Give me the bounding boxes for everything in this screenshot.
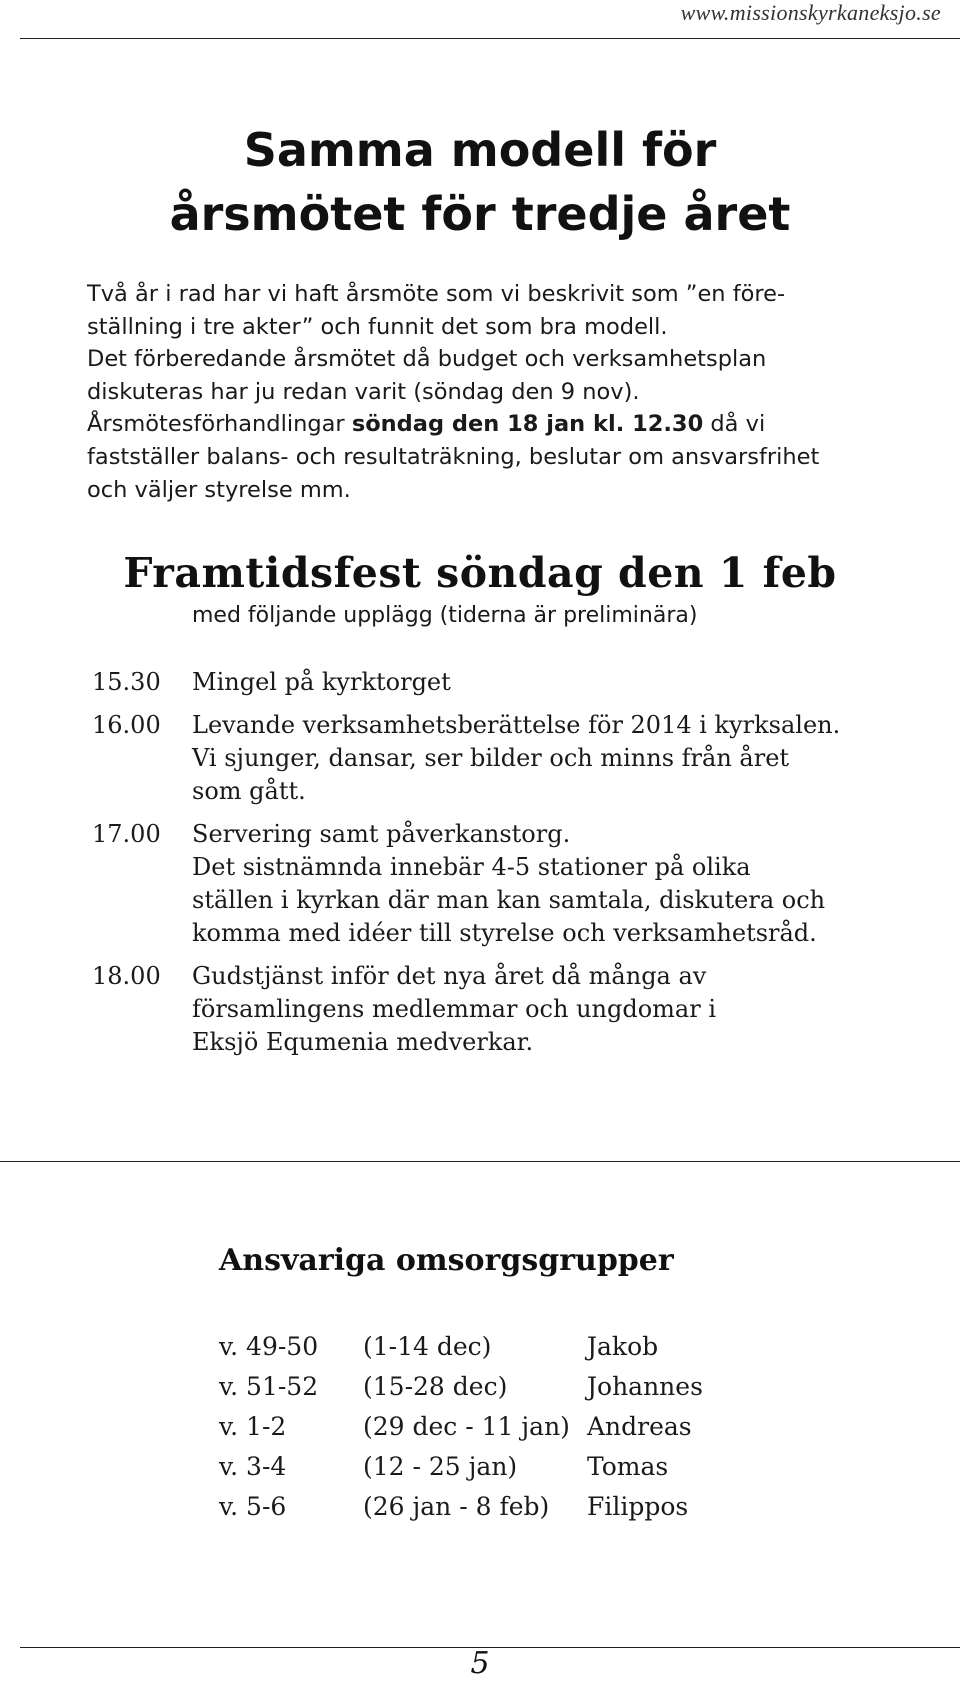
- group-dates: (26 jan - 8 feb): [363, 1492, 550, 1521]
- schedule-time: 16.00: [92, 711, 161, 739]
- group-weeks: v. 3-4: [219, 1452, 287, 1481]
- group-name: Johannes: [587, 1372, 703, 1401]
- schedule-line: ställen i kyrkan där man kan samtala, diskutera och: [192, 886, 826, 914]
- schedule-item: [92, 960, 892, 1059]
- intro-line: fastställer balans- och resultaträkning, beslutar om ansvarsfrihet: [87, 443, 820, 470]
- intro-line: [87, 408, 877, 441]
- schedule-line: Eksjö Equmenia medverkar.: [192, 1028, 534, 1056]
- table-row: [219, 1447, 747, 1487]
- fest-subheading: med följande upplägg (tiderna är preliminära): [192, 603, 698, 628]
- meeting-date-highlight: söndag den 18 jan kl. 12.30: [351, 411, 704, 438]
- care-groups-table: [219, 1327, 747, 1527]
- intro-text: då vi: [703, 411, 766, 438]
- schedule-time: 15.30: [92, 668, 161, 696]
- table-row: [219, 1367, 747, 1407]
- intro-line: Det förberedande årsmötet då budget och verksamhetsplan: [87, 346, 767, 373]
- top-divider: [20, 38, 960, 39]
- article-title-line-1: Samma modell för: [243, 123, 717, 177]
- schedule-description: [192, 709, 892, 808]
- article-title-line-2: årsmötet för tredje året: [169, 187, 791, 241]
- table-row: [219, 1407, 747, 1447]
- header-website-url[interactable]: www.missionskyrkaneksjo.se: [680, 0, 941, 25]
- group-name: Filippos: [587, 1492, 689, 1521]
- group-name: Jakob: [587, 1332, 659, 1361]
- schedule-line: Gudstjänst inför det nya året då många av: [192, 962, 707, 990]
- schedule-line: som gått.: [192, 777, 306, 805]
- intro-line: Två år i rad har vi haft årsmöte som vi beskrivit som ”en före-: [87, 281, 786, 307]
- group-dates: (12 - 25 jan): [363, 1452, 518, 1481]
- fest-schedule: [92, 666, 892, 1069]
- table-row: [219, 1327, 747, 1367]
- schedule-item: [92, 709, 892, 808]
- schedule-line: Mingel på kyrktorget: [192, 668, 451, 696]
- group-weeks: v. 1-2: [219, 1412, 287, 1441]
- section-divider: [0, 1161, 960, 1162]
- group-weeks: v. 49-50: [219, 1332, 319, 1361]
- intro-line: och väljer styrelse mm.: [87, 476, 351, 503]
- schedule-line: Vi sjunger, dansar, ser bilder och minns från året: [192, 744, 790, 772]
- fest-heading: Framtidsfest söndag den 1 feb: [123, 549, 837, 597]
- schedule-description: [192, 960, 892, 1059]
- group-dates: (1-14 dec): [363, 1332, 492, 1361]
- group-weeks: v. 5-6: [219, 1492, 287, 1521]
- groups-heading: Ansvariga omsorgsgrupper: [219, 1243, 674, 1278]
- article-title: [0, 118, 960, 246]
- schedule-item: [92, 666, 892, 699]
- schedule-time: 18.00: [92, 962, 161, 990]
- intro-line: diskuteras har ju redan varit (söndag den 9 nov).: [87, 378, 640, 405]
- schedule-description: [192, 818, 892, 950]
- schedule-line: komma med idéer till styrelse och verksamhetsråd.: [192, 919, 817, 947]
- table-row: [219, 1487, 747, 1527]
- schedule-line: församlingens medlemmar och ungdomar i: [192, 995, 717, 1023]
- schedule-line: Levande verksamhetsberättelse för 2014 i kyrksalen.: [192, 711, 841, 739]
- schedule-line: Det sistnämnda innebär 4-5 stationer på olika: [192, 853, 751, 881]
- schedule-item: [92, 818, 892, 950]
- group-name: Tomas: [587, 1452, 669, 1481]
- page-number: 5: [470, 1646, 490, 1681]
- schedule-time: 17.00: [92, 820, 161, 848]
- intro-paragraph: [87, 278, 877, 506]
- schedule-line: Servering samt påverkanstorg.: [192, 820, 571, 848]
- group-dates: (29 dec - 11 jan): [363, 1412, 570, 1441]
- intro-text: Årsmötesförhandlingar: [87, 411, 352, 438]
- group-name: Andreas: [587, 1412, 692, 1441]
- group-weeks: v. 51-52: [219, 1372, 319, 1401]
- schedule-description: [192, 666, 892, 699]
- group-dates: (15-28 dec): [363, 1372, 508, 1401]
- intro-line: ställning i tre akter” och funnit det som bra modell.: [87, 313, 668, 340]
